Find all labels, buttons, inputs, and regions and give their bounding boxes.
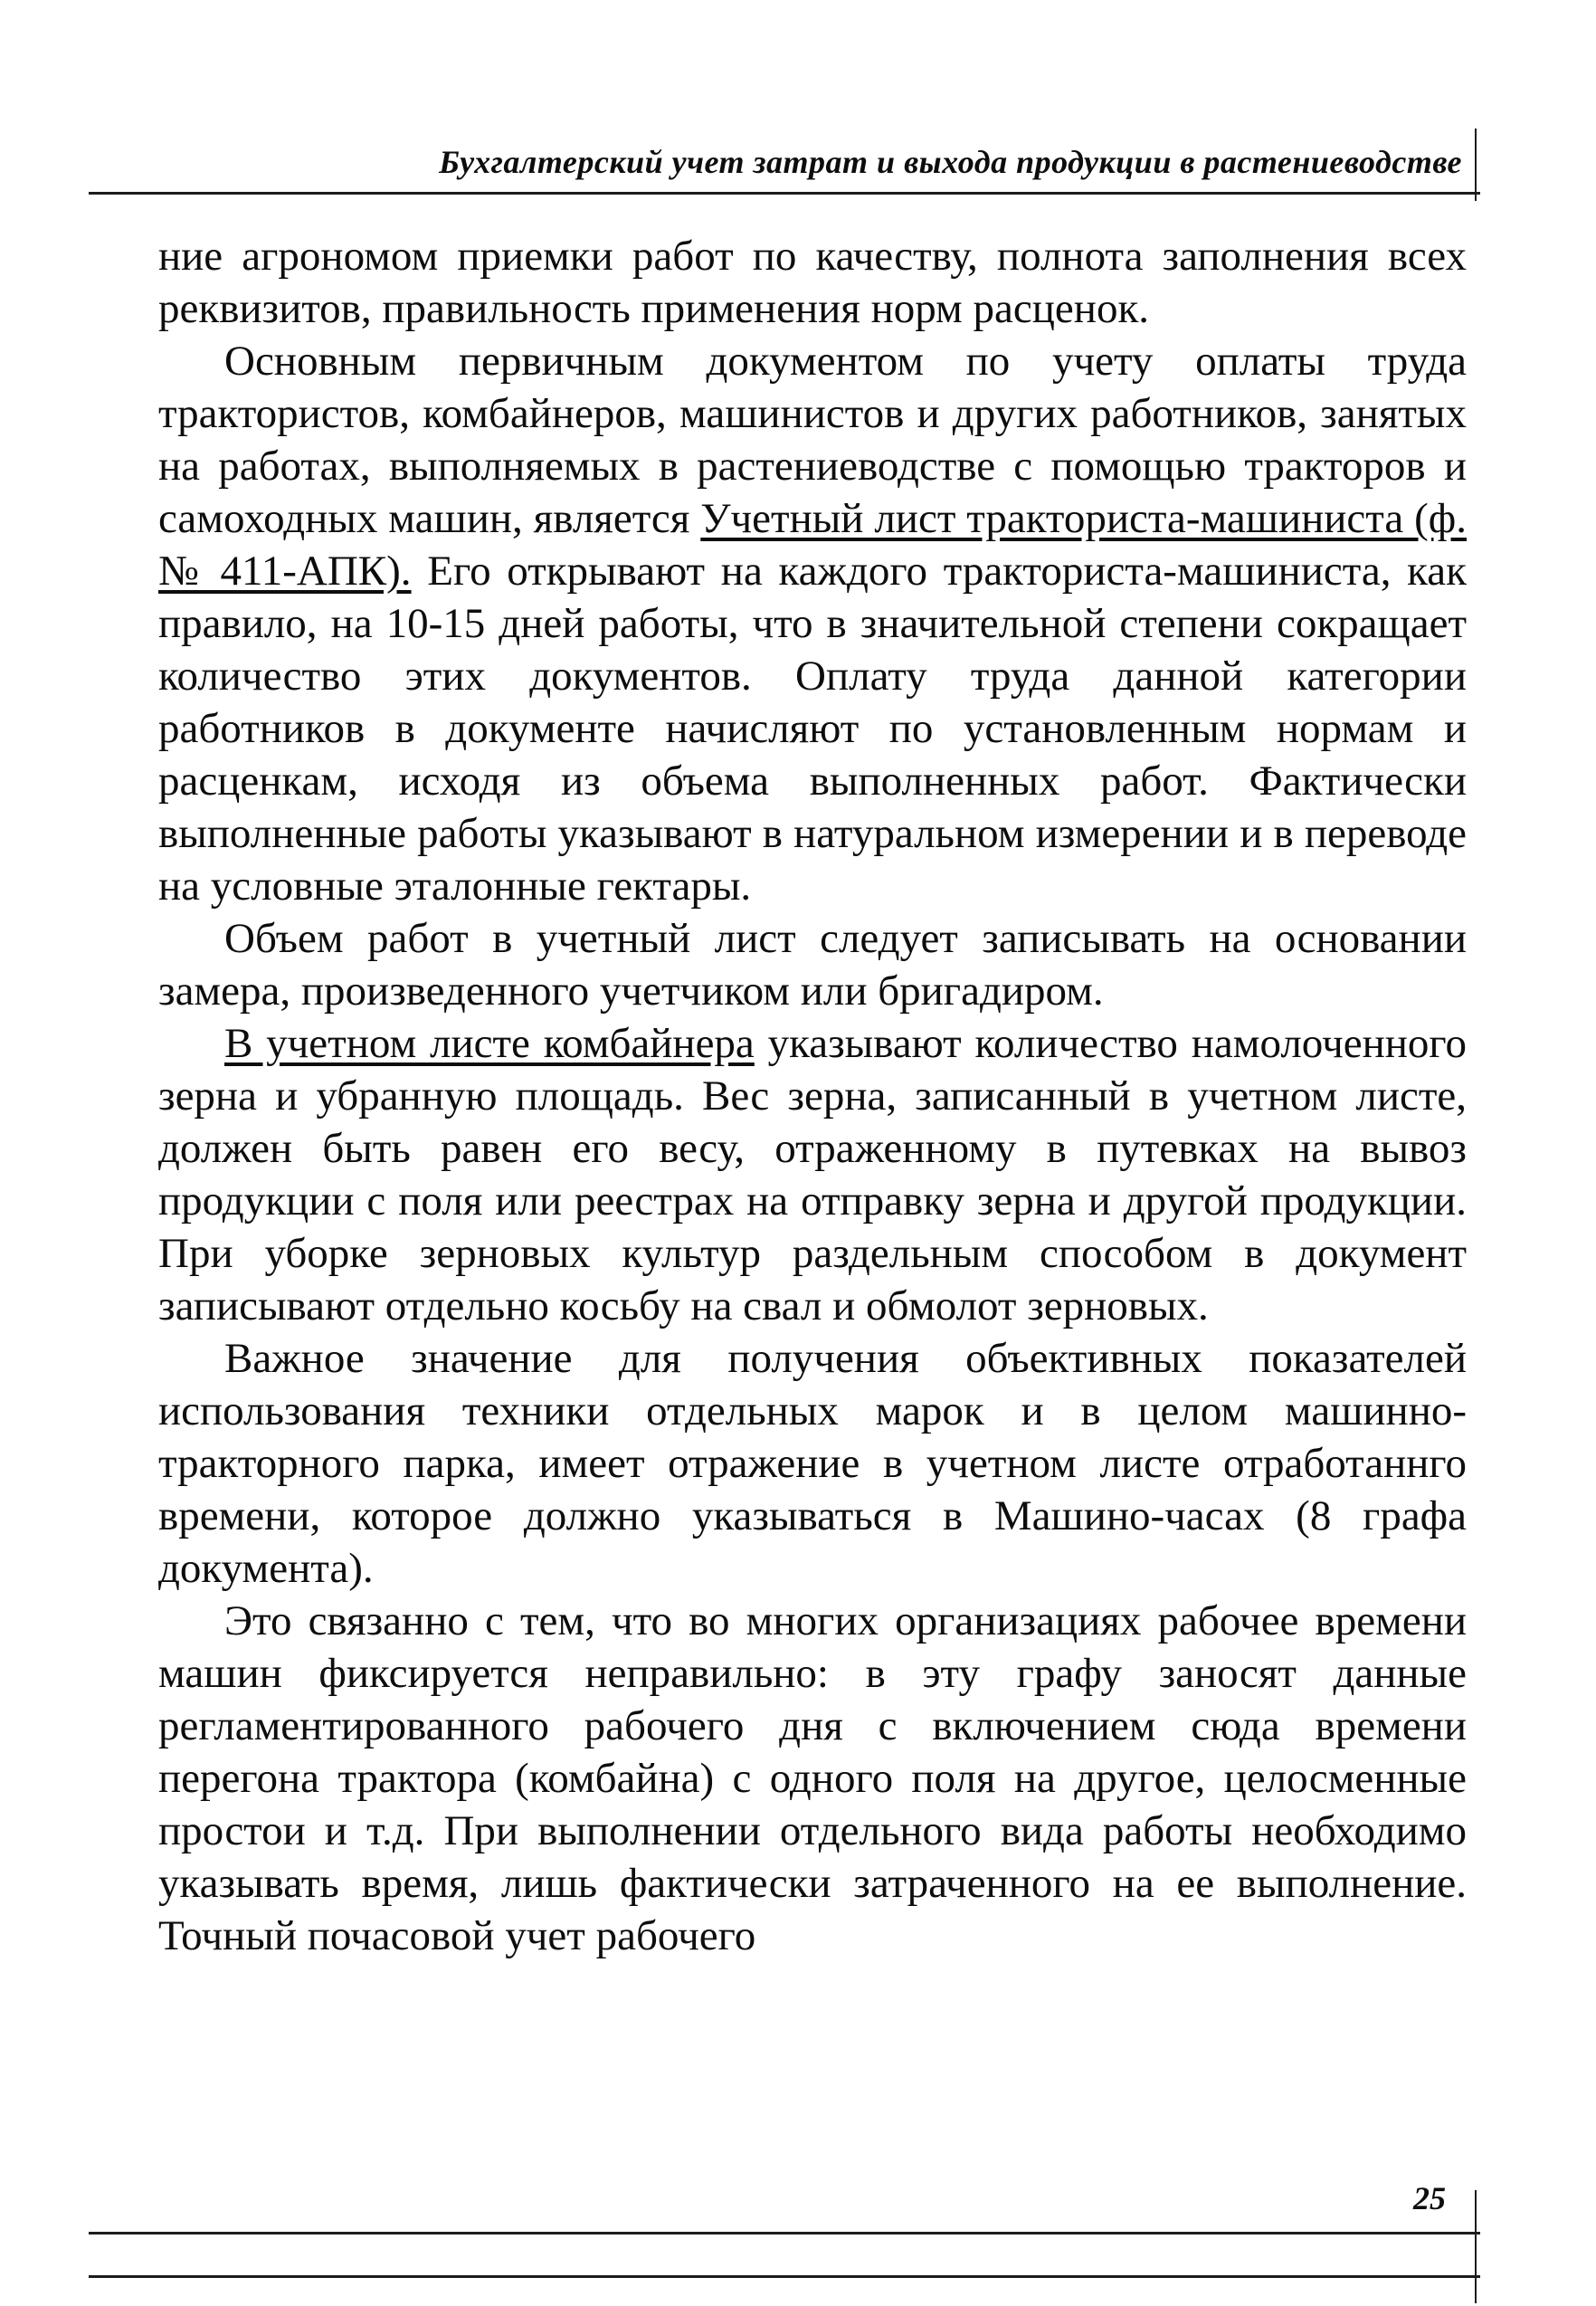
paragraph-text: ние агрономом приемки работ по качеству, полнота заполнения всех реквизитов, правильность применения норм расценок. [158, 233, 1467, 332]
header-rule [89, 192, 1480, 195]
underlined-text: В учетном листе комбайнера [224, 1020, 755, 1067]
paragraph-text: Это связанно с тем, что во многих организациях рабочее времени машин фиксируется неправильно: в эту графу заносят данные регламентированного рабочего дня с включением сюда времени перегона трактора (комбайна) с одного поля на другое, целосменные простои и т.д. При выполнении отдельного вида работы необходимо указывать время, лишь фактически затраченного на ее выполнение. Точный почасовой учет рабочего [158, 1597, 1467, 1959]
header-corner-mark [1475, 129, 1477, 201]
paragraph-text: Важное значение для получения объективных показателей использования техники отдельных марок и в целом машинно-тракторного парка, имеет отражение в учетном листе отработаннго времени, которое должно указываться в Машино-часах (8 графа документа). [158, 1335, 1467, 1592]
footer-rule-bottom [89, 2275, 1480, 2278]
paragraph [158, 1017, 1467, 1332]
paragraph-text: Его открывают на каждого тракториста-машиниста, как правило, на 10-15 дней работы, что в значительной степени сокращает количество этих документов. Оплату труда данной категории работников в документе начисляют по установленным нормам и расценкам, исходя из объема выполненных работ. Фактически выполненные работы указывают в натуральном измерении и в переводе на условные эталонные гектары. [158, 548, 1468, 910]
page-body [158, 230, 1467, 1962]
paragraph [158, 1332, 1467, 1595]
running-header: Бухгалтерский учет затрат и выхода продукции в растениеводстве [439, 144, 1462, 180]
paragraph [158, 912, 1467, 1017]
footer-rule-top [89, 2232, 1480, 2235]
paragraph-text: Основным первичным документом по учету оплаты труда трактористов, комбайнеров, машинистов и других работников, занятых на работах, выполняемых в растениеводстве с помощью тракторов и самоходных машин, является [158, 338, 1467, 542]
paragraph [158, 230, 1467, 335]
page-number: 25 [1413, 2180, 1446, 2216]
footer-corner-mark [1475, 2190, 1477, 2303]
paragraph [158, 335, 1467, 912]
paragraph-text: Объем работ в учетный лист следует записывать на основании замера, произведенного учетчиком или бригадиром. [158, 915, 1467, 1015]
underlined-text: Учетный лист тракториста-машиниста (ф. № 411-АПК). [158, 495, 1467, 595]
paragraph [158, 1595, 1467, 1962]
paragraph-text: указывают количество намолоченного зерна и убранную площадь. Вес зерна, записанный в учетном листе, должен быть равен его весу, отраженному в путевках на вывоз продукции с поля или реестрах на отправку зерна и другой продукции. При уборке зерновых культур раздельным способом в документ записывают отдельно косьбу на свал и обмолот зерновых. [158, 1020, 1467, 1329]
